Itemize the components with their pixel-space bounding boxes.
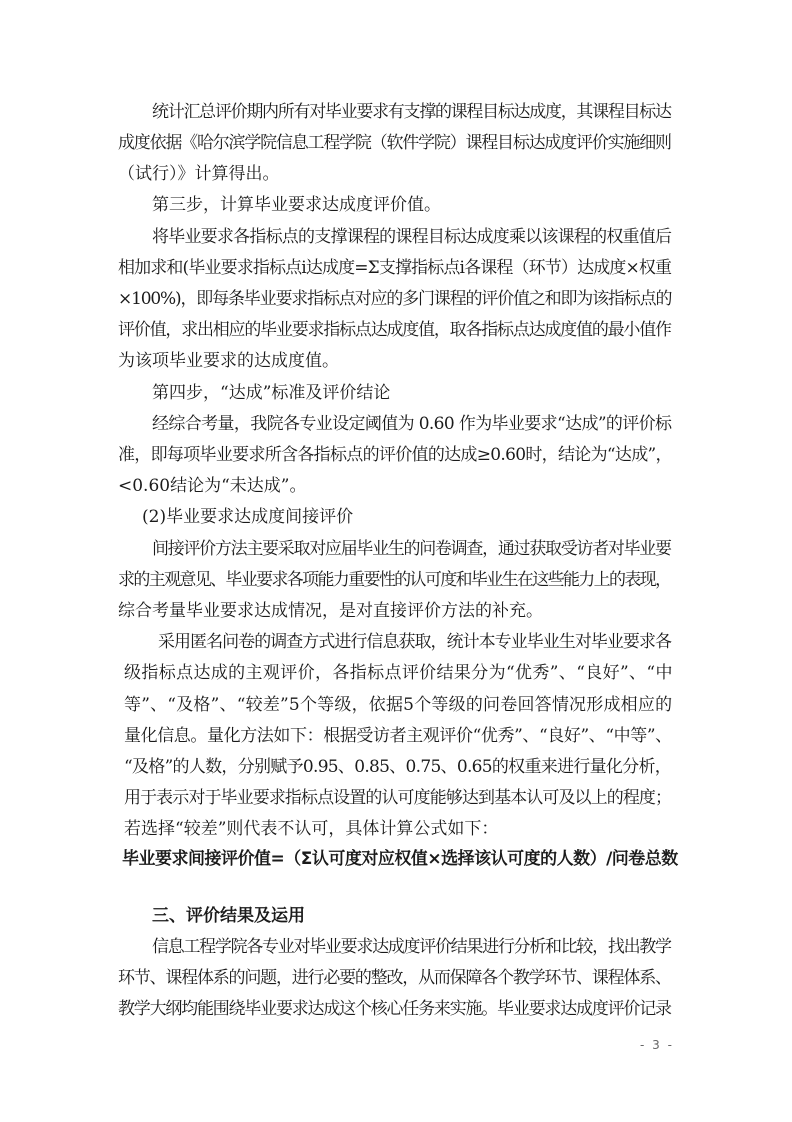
text-line: 信息工程学院各专业对毕业要求达成度评价结果进行分析和比较，找出教学 — [152, 937, 671, 957]
text-line: 经综合考量，我院各专业设定阈值为 0.60 作为毕业要求“达成”的评价标 — [152, 414, 672, 434]
text-line: （试行）》计算得出。 — [118, 164, 280, 184]
text-line: 相加求和(毕业要求指标点i达成度=Σ支撑指标点i各课程（环节）达成度×权重 — [118, 258, 672, 278]
text-line: 用于表示对于毕业要求指标点设置的认可度能够达到基本认可及以上的程度； — [124, 788, 672, 808]
text-line: 第三步，计算毕业要求达成度评价值。 — [152, 195, 441, 215]
text-line: 准，即每项毕业要求所含各指标点的评价值的达成≥0.60时，结论为“达成”， — [118, 445, 672, 465]
text-line: <0.60结论为“未达成”。 — [118, 476, 307, 496]
text-line: 评价值，求出相应的毕业要求指标点达成度值，取各指标点达成度值的最小值作 — [118, 320, 671, 340]
text-line: 环节、课程体系的问题，进行必要的整改，从而保障各个教学环节、课程体系、 — [118, 968, 671, 988]
text-line: 成度依据《哈尔滨学院信息工程学院（软件学院）课程目标达成度评价实施细则 — [118, 133, 671, 153]
text-line: 综合考量毕业要求达成情况，是对直接评价方法的补充。 — [118, 601, 543, 621]
text-line: 级指标点达成的主观评价，各指标点评价结果分为“优秀”、“良好”、“中 — [124, 663, 673, 683]
text-line: 统计汇总评价期内所有对毕业要求有支撑的课程目标达成度，其课程目标达 — [152, 102, 671, 122]
text-line: ×100%)，即每条毕业要求指标点对应的多门课程的评价值之和即为该指标点的 — [118, 289, 672, 309]
text-line: 采用匿名问卷的调查方式进行信息获取，统计本专业毕业生对毕业要求各 — [158, 632, 672, 652]
text-line: 量化信息。量化方法如下：根据受访者主观评价“优秀”、“良好”、“中等”、 — [124, 726, 672, 746]
page-number: - 3 - — [640, 1038, 674, 1052]
text-line: 教学大纲均能围绕毕业要求达成这个核心任务来实施。毕业要求达成度评价记录 — [118, 999, 671, 1019]
text-line: 等”、“及格”、“较差”5个等级，依据5个等级的问卷回答情况形成相应的 — [124, 695, 673, 715]
text-line: (2)毕业要求达成度间接评价 — [142, 507, 354, 527]
text-line: 第四步，“达成”标准及评价结论 — [152, 383, 391, 403]
text-line: 间接评价方法主要采取对应届毕业生的问卷调查，通过获取受访者对毕业要 — [152, 539, 671, 559]
formula-line: 毕业要求间接评价值=（Σ认可度对应权值×选择该认可度的人数）/问卷总数 — [122, 849, 678, 869]
text-line: 为该项毕业要求的达成度值。 — [118, 351, 339, 371]
text-line: 求的主观意见、毕业要求各项能力重要性的认可度和毕业生在这些能力上的表现， — [118, 570, 671, 590]
text-line: “及格”的人数，分别赋予0.95、0.85、0.75、0.65的权重来进行量化分析， — [124, 757, 672, 777]
text-line: 若选择“较差”则代表不认可，具体计算公式如下： — [124, 819, 499, 839]
text-line: 将毕业要求各指标点的支撑课程的课程目标达成度乘以该课程的权重值后 — [152, 227, 672, 247]
section-heading: 三、评价结果及运用 — [152, 906, 305, 926]
